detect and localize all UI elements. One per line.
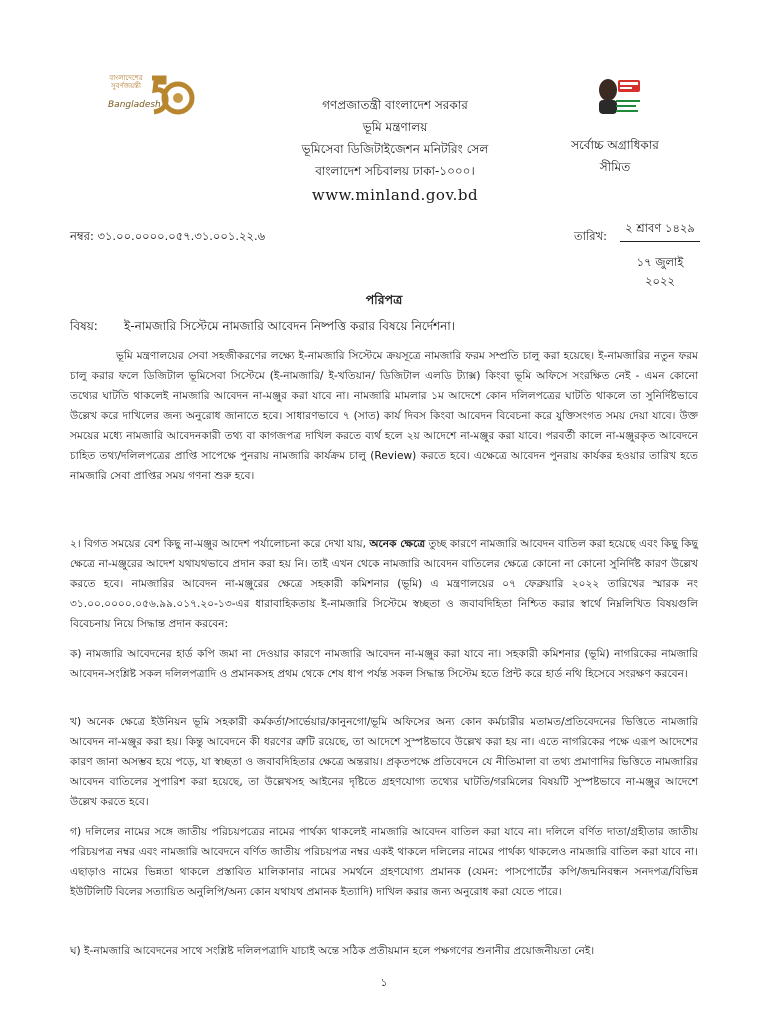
clause-ka: ক) নামজারি আবেদনের হার্ড কপি জমা না দেওয়ার কারণে নামজারি আবেদন না-মঞ্জুর করা যাবে না। সহকারী কমিশনার (ভূমি) নাগরিকের নামজারি আবেদন-সংশ্লিষ্ট সকল দলিলপত্রাদি ও প্রমানকসহ প্রথম থেকে শেষ ধাপ পর্যন্ত সকল সিদ্ধান্ত সিস্টেম হতে প্রিন্ট করে হার্ড নথি হিসেবে সংরক্ষণ করবেন। bbox=[70, 648, 698, 680]
subject-label: বিষয়: bbox=[70, 319, 98, 333]
subject-line bbox=[70, 318, 455, 338]
date-english: ১৭ জুলাই ২০২২ bbox=[636, 255, 684, 288]
memo-date bbox=[620, 220, 700, 292]
clause-kha: খ) অনেক ক্ষেত্রে ইউনিয়ন ভূমি সহকারী কর্মকর্তা/সার্ভেয়ার/কানুনগো/ভূমি অফিসের অন্য কোন কর্মচারীর মতামত/প্রতিবেদনের ভিত্তিতে নামজারি আবেদন না-মঞ্জুর করা হয়। কিন্তু আবেদনে কী ধরণের ত্রুটি রয়েছে, তা আদেশে সুস্পষ্টভাবে উল্লেখ করা হয় না। এতে নাগরিকের পক্ষে এরূপ আদেশের কারণ জানা অসম্ভব হয়ে পড়ে, যা স্বচ্ছতা ও জবাবদিহিতার ক্ষেত্রে অন্তরায়। প্রকৃতপক্ষে প্রতিবেদনে যে নীতিমালা বা তথ্য প্রমাণাদির ভিত্তিতে নামজারির আবেদন বাতিলের সুপারিশ করা হয়েছে, তা উল্লেখসহ আইনের দৃষ্টিতে গ্রহণযোগ্য তথ্যের ঘাটতি/গরমিলের বিষয়টি সুস্পষ্টভাবে না-মঞ্জুর আদেশে উল্লেখ করতে হবে। bbox=[70, 716, 699, 808]
gov-line-2: ভূমি মন্ত্রণালয় bbox=[362, 120, 428, 134]
golden-jubilee-logo bbox=[106, 70, 196, 126]
date-bangla: ২ শ্রাবণ ১৪২৯ bbox=[620, 220, 700, 242]
paragraph-1: ভূমি মন্ত্রণালয়ের সেবা সহজীকরণের লক্ষ্যে ই-নামজারি সিস্টেমে ক্রয়সূত্রে নামজারি ফরম সম্প্রতি চালু করা হয়েছে। ই-নামজারির নতুন ফরম চালু করার ফলে ডিজিটাল ভূমিসেবা সিস্টেমে (ই-নামজারি/ ই-খতিয়ান/ ডিজিটাল এলডি ট্যাক্স) কিংবা ভূমি অফিসে সংরক্ষিত নেই - এমন কোনো তথ্যের ঘাটতি থাকলেই নামজারি আবেদন না-মঞ্জুর করা যাবে না। নামজারি মামলার ১ম আদেশে কোন দলিলপত্রের ঘাটতি থাকলে তা সুনির্দিষ্টভাবে উল্লেখ করে দাখিলের জন্য অনুরোধ জানাতে হবে। সাধারণভাবে ৭ (সাত) কার্য দিবস কিংবা আবেদন বিবেচনা করে যুক্তিসংগত সময় দেয়া যাবে। উক্ত সময়ের মধ্যে নামজারি আবেদনকারী তথ্য বা কাগজপত্র দাখিল করতে ব্যর্থ হলে ২য় আদেশে না-মঞ্জুর করা যাবে। পরবর্তী কালে না-মঞ্জুরকৃত আবেদনে চাহিত তথ্য/দলিলপত্রের প্রাপ্তি সাপেক্ষে পুনরায় নামজারি কার্যক্রম চালু (Review) করতে হবে। এক্ষেত্রে আবেদন পুনরায় কার্যকর হওয়ার তারিখ হতে নামজারি সেবা প্রাপ্তির সময় গণনা শুরু হবে। bbox=[70, 350, 698, 482]
priority-line-2: সীমিত bbox=[599, 160, 631, 174]
government-header bbox=[250, 94, 540, 206]
document-title: পরিপত্র bbox=[365, 292, 403, 307]
clause-gha: ঘ) ই-নামজারি আবেদনের সাথে সংশ্লিষ্ট দলিলপত্রাদি যাচাই অন্তে সঠিক প্রতীয়মান হলে পক্ষগণের শুনানীর প্রয়োজনীয়তা নেই। bbox=[70, 945, 595, 957]
paragraph-2-start: ২। বিগত সময়ের বেশ কিছু না-মঞ্জুর আদেশ পর্যালোচনা করে দেখা যায়, bbox=[70, 538, 370, 550]
website-link[interactable]: www.minland.gov.bd bbox=[311, 186, 479, 204]
gov-line-4: বাংলাদেশ সচিবালয় ঢাকা-১০০০। bbox=[315, 164, 475, 178]
jubilee-50-icon bbox=[142, 70, 196, 124]
gov-line-1: গণপ্রজাতন্ত্রী বাংলাদেশ সরকার bbox=[322, 98, 468, 112]
priority-marking bbox=[550, 134, 680, 178]
page-number: ১ bbox=[380, 976, 388, 989]
portrait-emblem-icon bbox=[590, 72, 646, 128]
paragraph-2-rest: তুচ্ছ কারণে নামজারি আবেদন বাতিল করা হয়েছে এবং কিছু কিছু ক্ষেত্রে না-মঞ্জুরের আদেশ যথাযথভাবে প্রদান করা হয় নি। তাই এখন থেকে নামজারি আবেদন বাতিলের ক্ষেত্রে কোনো না কোনো সুনির্দিষ্ট কারণ উল্লেখ করতে হবে। নামজারির আবেদন না-মঞ্জুরের ক্ষেত্রে সহকারী কমিশনার (ভূমি) এ মন্ত্রণালয়ের ০৭ ফেব্রুয়ারি ২০২২ তারিখের স্মারক নং ৩১.০০.০০০০.০৫৬.৯৯.০১৭.২০-১৩-এর ধারাবাহিকতায় ই-নামজারি সিস্টেমে স্বচ্ছতা ও জবাবদিহিতা নিশ্চিত করার স্বার্থে নিম্নলিখিত বিষয়গুলি বিবেচনায় নিয়ে সিদ্ধান্ত প্রদান করবেন: bbox=[70, 538, 698, 630]
memo-number: নম্বর: ৩১.০০.০০০০.০৫৭.৩১.০০১.২২.৬ bbox=[70, 229, 266, 243]
priority-line-1: সর্বোচ্চ অগ্রাধিকার bbox=[571, 138, 659, 152]
logo-word: Bangladesh bbox=[108, 100, 161, 110]
logo-small-text: বাংলাদেশের সুবর্ণজয়ন্তী bbox=[109, 74, 143, 90]
paragraph-2-emphasis: অনেক ক্ষেত্রে bbox=[369, 538, 426, 550]
gov-line-3: ভূমিসেবা ডিজিটাইজেশন মনিটরিং সেল bbox=[301, 142, 489, 156]
paragraph-2 bbox=[70, 534, 698, 634]
subject-text: ই-নামজারি সিস্টেমে নামজারি আবেদন নিষ্পত্তি করার বিষয়ে নির্দেশনা। bbox=[124, 319, 456, 333]
mujib-borsho-logo bbox=[590, 72, 646, 128]
date-label: তারিখ: bbox=[574, 229, 608, 243]
clause-ga: গ) দলিলের নামের সঙ্গে জাতীয় পরিচয়পত্রের নামের পার্থক্য থাকলেই নামজারি আবেদন বাতিল করা যাবে না। দলিলে বর্ণিত দাতা/গ্রহীতার জাতীয় পরিচয়পত্র নম্বর এবং নামজারি আবেদনে বর্ণিত জাতীয় পরিচয়পত্র নম্বর একই থাকলে দলিলের নামের পার্থক্য থাকলেও নামজারি বাতিল করা যাবে না। এছাড়াও নামের ভিন্নতা থাকলে প্রস্তাবিত মালিকানার নামের সমর্থনে গ্রহণযোগ্য প্রমানক (যেমন: পাসপোর্টের কপি/জন্মনিবন্ধন সনদপত্র/বিভিন্ন ইউটিলিটি বিলের সত্যায়িত অনুলিপি/অন্য কোন যথাযথ প্রমানক ইত্যাদি) দাখিল করার জন্য অনুরোধ করা যেতে পারে। bbox=[70, 826, 698, 898]
